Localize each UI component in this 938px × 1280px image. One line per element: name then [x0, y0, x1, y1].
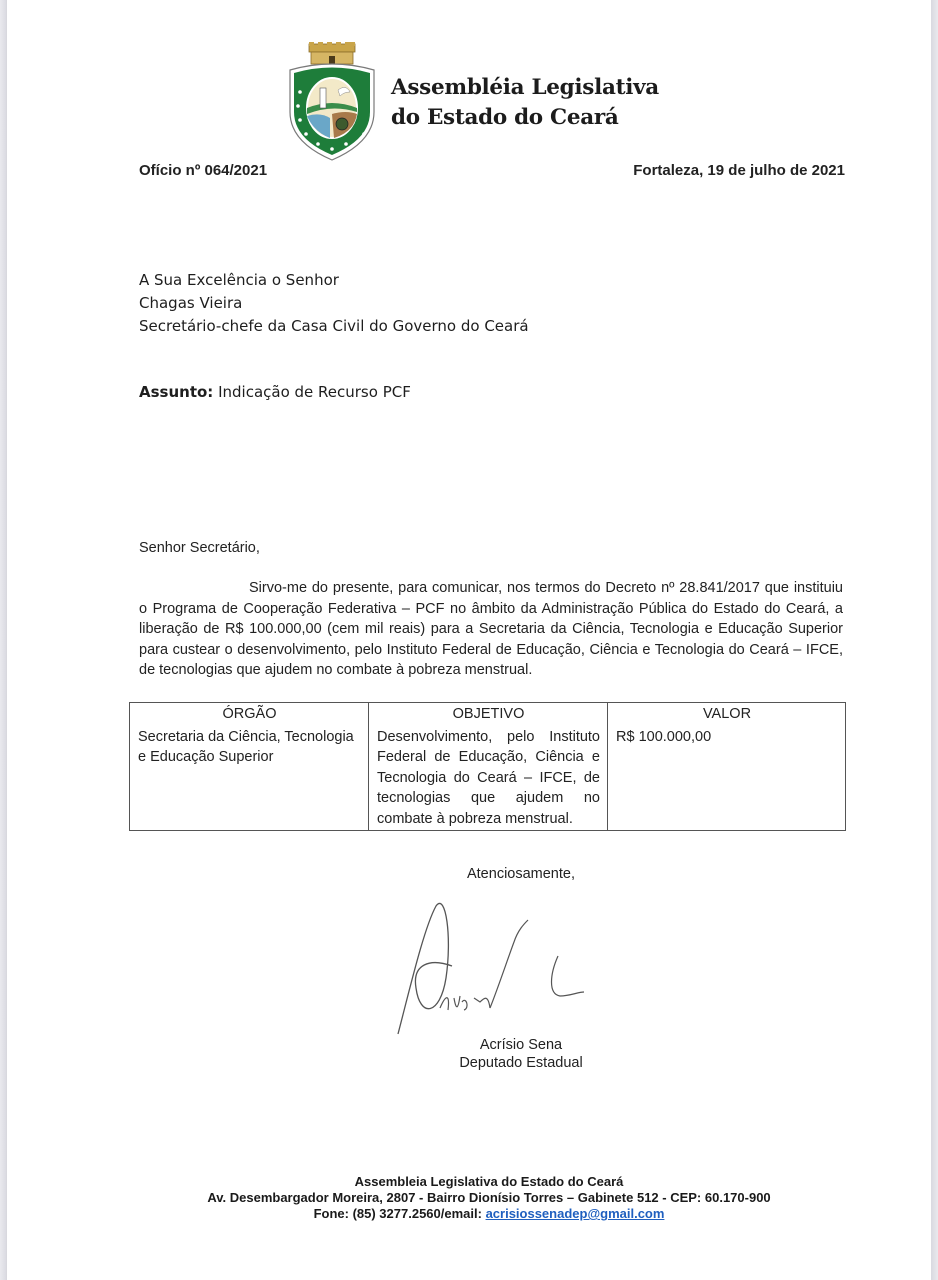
recipient-title: Secretário-chefe da Casa Civil do Governo do Ceará: [139, 317, 529, 335]
recipient-line1: A Sua Excelência o Senhor: [139, 271, 339, 289]
institution-name-line1: Assembléia Legislativa: [391, 75, 659, 100]
signer-title: Deputado Estadual: [459, 1055, 583, 1071]
recipient-name: Chagas Vieira: [139, 294, 243, 312]
table-cell-objetivo: Desenvolvimento, pelo Instituto Federal de Educação, Ciência e Tecnologia do Ceará – IFCE, de tecnologias que ajudem no combate à pobreza menstrual.: [369, 726, 608, 831]
page-edge-left: [0, 0, 7, 1280]
table-header-valor: VALOR: [608, 703, 846, 726]
footer-address: Av. Desembargador Moreira, 2807 - Bairro Dionísio Torres – Gabinete 512 - CEP: 60.170-900: [207, 1190, 771, 1205]
table-cell-valor: R$ 100.000,00: [608, 726, 846, 831]
subject-line: [139, 383, 411, 401]
page-edge-right: [931, 0, 938, 1280]
ceara-coat-of-arms-icon: [284, 42, 380, 164]
table-header-objetivo: OBJETIVO: [369, 703, 608, 726]
table-row: [130, 726, 846, 831]
footer-email-link[interactable]: acrisiossenadep@gmail.com: [485, 1206, 665, 1221]
signer-block: [0, 1036, 938, 1072]
letter-body: Sirvo-me do presente, para comunicar, nos termos do Decreto nº 28.841/2017 que instituiu o Programa de Cooperação Federativa – PCF no âmbito da Administração Pública do Estado do Ceará, a liberação de R$ 100.000,00 (cem mil reais) para a Secretaria da Ciência, Tecnologia e Educação Superior para custear o desenvolvimento, pelo Instituto Federal de Educação, Ciência e Tecnologia do Ceará – IFCE, de tecnologias que ajudem no combate à pobreza menstrual.: [139, 580, 843, 678]
resource-table: [129, 702, 846, 831]
footer: [0, 1174, 938, 1222]
oficio-number: Ofício nº 064/2021: [139, 162, 268, 179]
table-header-row: [130, 703, 846, 726]
letter-date: Fortaleza, 19 de julho de 2021: [633, 162, 845, 179]
footer-contact: [0, 1206, 938, 1222]
salutation: Senhor Secretário,: [139, 540, 260, 556]
subject-label: Assunto:: [139, 383, 214, 401]
recipient-block: [139, 269, 529, 338]
institution-name: [391, 73, 659, 133]
table-header-orgao: ÓRGÃO: [130, 703, 369, 726]
signer-name: Acrísio Sena: [479, 1037, 563, 1053]
subject-text: Indicação de Recurso PCF: [218, 383, 411, 401]
footer-institution: Assembleia Legislativa do Estado do Ceará: [354, 1174, 624, 1189]
institution-name-line2: do Estado do Ceará: [391, 105, 619, 130]
closing-text: Atenciosamente,: [466, 866, 575, 882]
handwritten-signature-icon: [390, 898, 590, 1038]
table-cell-orgao: Secretaria da Ciência, Tecnologia e Educação Superior: [130, 726, 369, 831]
footer-phone: Fone: (85) 3277.2560/email:: [313, 1206, 486, 1221]
closing: [0, 866, 938, 882]
